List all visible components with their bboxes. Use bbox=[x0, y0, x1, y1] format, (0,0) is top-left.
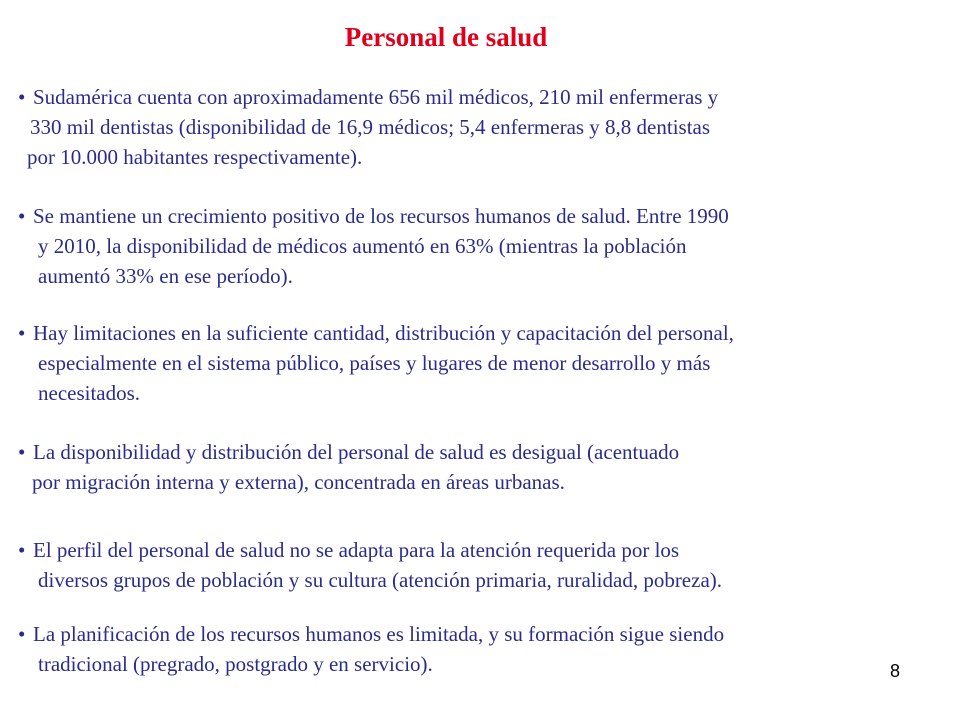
bullet-line: aumentó 33% en ese período). bbox=[38, 264, 293, 288]
bullet-line bbox=[18, 437, 948, 467]
bullet-line: especialmente en el sistema público, países y lugares de menor desarrollo y más bbox=[38, 351, 711, 375]
bullet-marker: • bbox=[18, 85, 26, 109]
bullet-item-4 bbox=[18, 437, 948, 497]
bullet-line bbox=[18, 82, 948, 112]
bullet-marker: • bbox=[18, 440, 26, 464]
bullet-line: necesitados. bbox=[38, 381, 141, 405]
bullet-line bbox=[18, 201, 948, 231]
bullet-text: Hay limitaciones en la suficiente cantidad, distribución y capacitación del personal, bbox=[33, 321, 734, 345]
bullet-line bbox=[18, 318, 948, 348]
slide-title: Personal de salud bbox=[344, 22, 548, 52]
page-number: 8 bbox=[890, 661, 901, 681]
bullet-line: por 10.000 habitantes respectivamente). bbox=[27, 145, 363, 169]
bullet-marker: • bbox=[18, 321, 26, 345]
bullet-line: tradicional (pregrado, postgrado y en servicio). bbox=[38, 652, 433, 676]
bullet-line bbox=[18, 535, 948, 565]
bullet-marker: • bbox=[18, 204, 26, 228]
bullet-text: La planificación de los recursos humanos es limitada, y su formación sigue siendo bbox=[33, 622, 725, 646]
bullet-line bbox=[18, 619, 948, 649]
bullet-line: diversos grupos de población y su cultura (atención primaria, ruralidad, pobreza). bbox=[38, 568, 723, 592]
bullet-item-3 bbox=[18, 318, 948, 408]
bullet-item-1 bbox=[18, 82, 948, 172]
bullet-item-6 bbox=[18, 619, 948, 679]
bullet-text: Se mantiene un crecimiento positivo de los recursos humanos de salud. Entre 1990 bbox=[33, 204, 729, 228]
bullet-line: por migración interna y externa), concentrada en áreas urbanas. bbox=[32, 470, 565, 494]
bullet-marker: • bbox=[18, 622, 26, 646]
bullet-marker: • bbox=[18, 538, 26, 562]
bullet-text: Sudamérica cuenta con aproximadamente 656 mil médicos, 210 mil enfermeras y bbox=[33, 85, 719, 109]
bullet-item-5 bbox=[18, 535, 948, 595]
bullet-line: 330 mil dentistas (disponibilidad de 16,9 médicos; 5,4 enfermeras y 8,8 dentistas bbox=[30, 115, 711, 139]
bullet-line: y 2010, la disponibilidad de médicos aumentó en 63% (mientras la población bbox=[38, 234, 687, 258]
bullet-item-2 bbox=[18, 201, 948, 291]
bullet-text: El perfil del personal de salud no se adapta para la atención requerida por los bbox=[33, 538, 680, 562]
bullet-text: La disponibilidad y distribución del personal de salud es desigual (acentuado bbox=[33, 440, 680, 464]
